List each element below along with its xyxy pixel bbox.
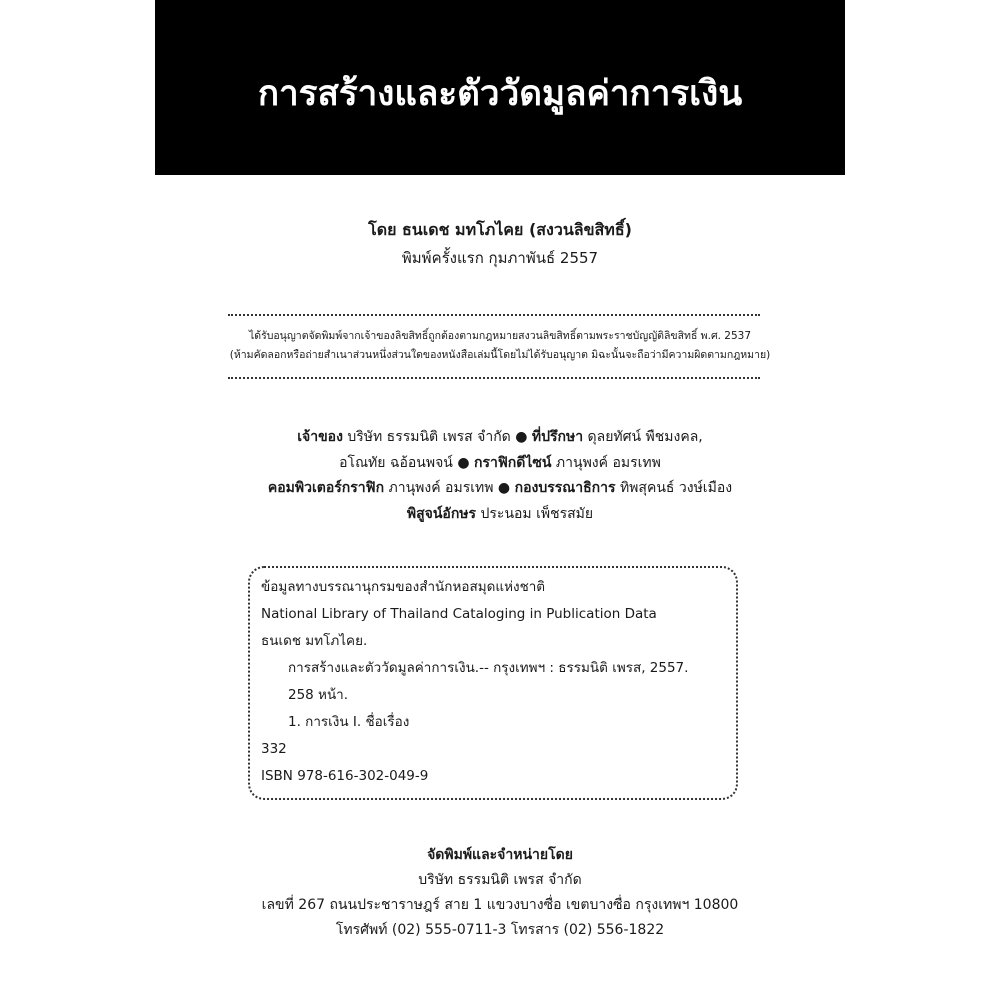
proofreader-value: ประนอม เพ็ชรสมัย <box>480 505 594 522</box>
cip-heading-thai: ข้อมูลทางบรรณานุกรมของสำนักหอสมุดแห่งชาติ <box>261 579 546 595</box>
publisher-heading: จัดพิมพ์และจำหน่ายโดย <box>427 847 573 863</box>
bullet-icon: ● <box>497 480 511 496</box>
credits-line <box>155 451 845 477</box>
credits-line <box>155 476 845 502</box>
computer-graphic-label: คอมพิวเตอร์กราฟิก <box>267 480 385 496</box>
cip-title-publication: การสร้างและตัววัดมูลค่าการเงิน.-- กรุงเทพฯ : ธรรมนิติ เพรส, 2557. <box>288 660 689 676</box>
bullet-icon: ● <box>515 429 528 445</box>
owner-label: เจ้าของ <box>297 429 343 445</box>
advisor-value-2: อโณทัย ฉอ้อนพจน์ <box>339 454 453 471</box>
license-notice <box>155 327 845 365</box>
license-line: ได้รับอนุญาตจัดพิมพ์จากเจ้าของลิขสิทธิ์ถูกต้องตามกฎหมายสงวนลิขสิทธิ์ตามพระราชบัญญัติลิขสิทธิ์ พ.ศ. 2537 <box>248 330 752 342</box>
author-line: โดย ธนเดช มทโภไคย (สงวนลิขสิทธิ์) <box>368 220 632 239</box>
bullet-icon: ● <box>457 454 470 471</box>
publisher-name: บริษัท ธรรมนิติ เพรส จำกัด <box>418 872 582 888</box>
copyright-page <box>155 0 845 1000</box>
credits-line <box>155 502 845 528</box>
advisor-label: ที่ปรึกษา <box>531 429 584 445</box>
publisher-address: เลขที่ 267 ถนนประชาราษฎร์ สาย 1 แขวงบางซื่อ เขตบางซื่อ กรุงเทพฯ 10800 <box>261 897 739 913</box>
cip-heading-english: National Library of Thailand Cataloging in Publication Data <box>261 606 657 622</box>
edition-line: พิมพ์ครั้งแรก กุมภาพันธ์ 2557 <box>401 249 599 267</box>
cip-data-box <box>248 566 738 800</box>
computer-graphic-value: ภานุพงค์ อมรเทพ <box>388 480 494 496</box>
title-banner <box>155 0 845 175</box>
advisor-value: ดุลยทัศน์ พืชมงคล, <box>587 429 703 445</box>
editor-label: กองบรรณาธิการ <box>514 480 616 496</box>
graphic-label: กราฟิกดีไซน์ <box>474 454 552 471</box>
credits-line <box>155 425 845 451</box>
cip-isbn: ISBN 978-616-302-049-9 <box>261 768 429 784</box>
publisher-phone: โทรศัพท์ (02) 555-0711-3 โทรสาร (02) 556-1822 <box>335 922 665 938</box>
book-title: การสร้างและตัววัดมูลค่าการเงิน <box>257 74 743 114</box>
cip-pages: 258 หน้า. <box>288 687 349 703</box>
publisher-block <box>155 843 845 943</box>
cip-classification: 332 <box>261 741 287 757</box>
owner-value: บริษัท ธรรมนิติ เพรส จำกัด <box>347 429 511 445</box>
license-line: (ห้ามคัดลอกหรือถ่ายสำเนาส่วนหนึ่งส่วนใดของหนังสือเล่มนี้โดยไม่ได้รับอนุญาต มิฉะนั้นจะถือว่ามีความผิดตามกฎหมาย) <box>229 349 771 361</box>
cip-subjects: 1. การเงิน I. ชื่อเรื่อง <box>288 714 410 730</box>
editor-value: ทิพสุคนธ์ วงษ์เมือง <box>619 480 733 496</box>
proofreader-label: พิสูจน์อักษร <box>406 505 477 522</box>
graphic-value: ภานุพงค์ อมรเทพ <box>555 454 661 471</box>
dotted-divider-top <box>228 314 760 316</box>
credits-block <box>155 425 845 527</box>
cip-author: ธนเดช มทโภไคย. <box>261 633 368 649</box>
dotted-divider-bottom <box>228 377 760 379</box>
